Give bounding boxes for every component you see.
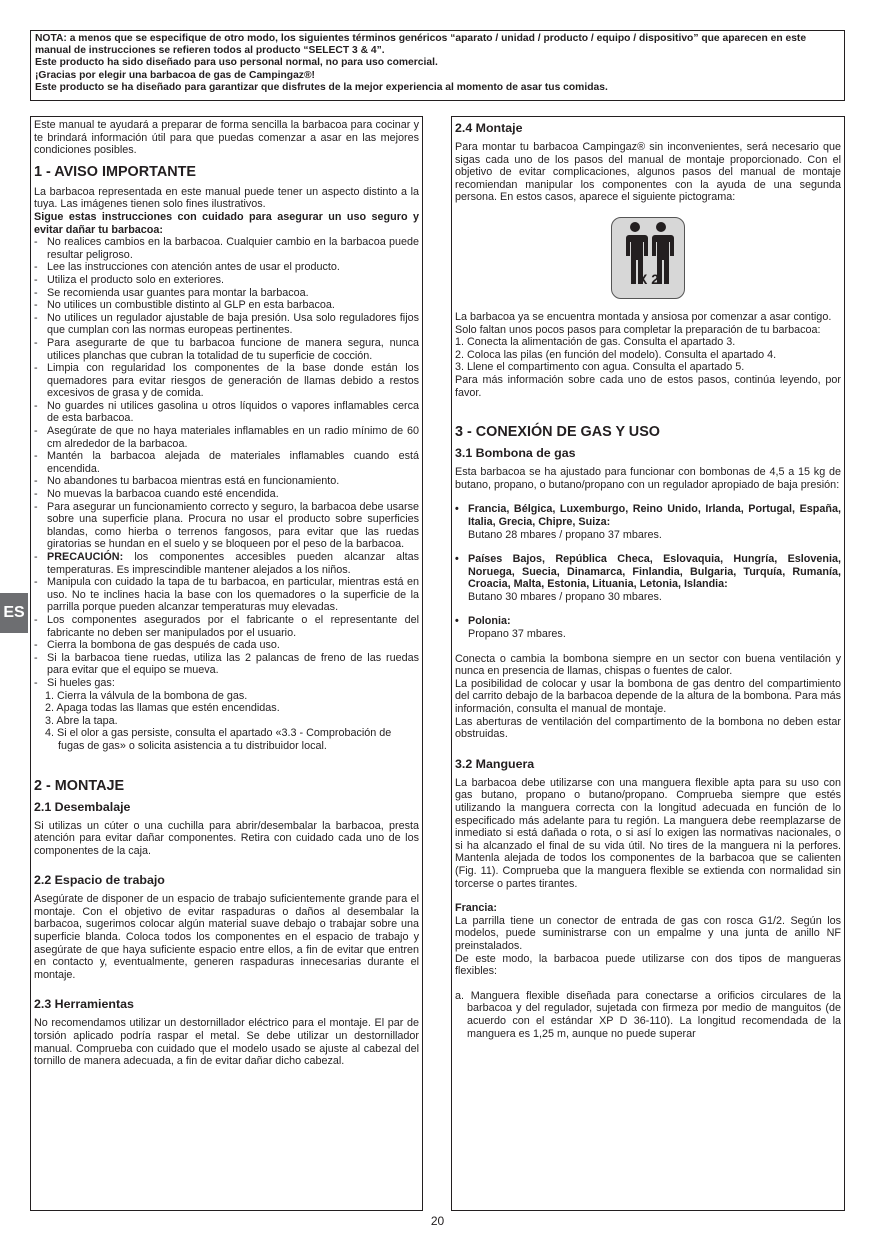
list-item: 4. Si el olor a gas persiste, consulta el apartado «3.3 - Comprobación de fugas de gas» o solicita asistencia a tu distribuidor local. <box>45 727 392 752</box>
list-item: 3. Llene el compartimento con agua. Consulta el apartado 5. <box>455 361 745 374</box>
list-item: - Cierra la bombona de gas después de cada uso. <box>34 639 419 652</box>
list-item: - Si la barbacoa tiene ruedas, utiliza las 2 palancas de freno de las ruedas para evitar que el equipo se mueva. <box>34 652 419 677</box>
list-item: - Lee las instrucciones con atención antes de usar el producto. <box>34 261 419 274</box>
list-item: - Se recomienda usar guantes para montar la barbacoa. <box>34 287 419 300</box>
section-2-2-title: 2.2 Espacio de trabajo <box>34 873 165 888</box>
nota-line-1: NOTA: a menos que se especifique de otro modo, los siguientes términos genéricos “aparato / unidad / producto / equipo / dispositivo” que aparecen en este manual de instrucciones se refieren todos al producto “SELECT 3 & 4”. <box>35 33 807 57</box>
two-person-pictogram <box>611 217 685 299</box>
list-item: 2. Apaga todas las llamas que estén encendidas. <box>45 702 280 715</box>
francia-paragraph-1: La parrilla tiene un conector de entrada de gas con rosca G1/2. Según los modelos, puede suministrarse con un empalme y una junta de anillo NF preinstalados. <box>455 914 841 952</box>
ventilation-openings-text: Las aberturas de ventilación del compartimento de la bombona no deben estar obstruidas. <box>455 715 841 741</box>
section-2-1-title: 2.1 Desembalaje <box>34 799 131 814</box>
more-info-text: Para más información sobre cada uno de estos pasos, continúa leyendo, por favor. <box>455 373 841 399</box>
section-2-3-title: 2.3 Herramientas <box>34 997 134 1012</box>
precaution-text: los componentes accesibles pueden alcanzar altas temperaturas. Es imprescindible mantener alejados a los niños. <box>47 551 419 576</box>
left-column <box>30 116 423 1211</box>
right-column <box>451 116 845 1211</box>
nota-box <box>30 30 845 101</box>
list-item: - No abandones tu barbacoa mientras está en funcionamiento. <box>34 475 419 488</box>
section-1-paragraph: La barbacoa representada en este manual puede tener un aspecto distinto a la tuya. Las imágenes tienen solo fines ilustrativos. <box>34 185 419 211</box>
gas-smell-steps <box>34 690 419 753</box>
list-item: - Asegúrate de que no haya materiales inflamables en un radio mínimo de 60 cm alrededor de la barbacoa. <box>34 425 419 450</box>
list-item: - No realices cambios en la barbacoa. Cualquier cambio en la barbacoa puede resultar peligroso. <box>34 236 419 261</box>
list-item: a. Manguera flexible diseñada para conectarse a orificios circulares de la barbacoa y del regulador, sujetada con firmeza por medio de manguitos (de acuerdo con el estándar XP D 36-110). La longitud recomendada de la manguera es 1,25 m, aunque no puede superar <box>455 989 841 1040</box>
hose-types-list <box>455 990 841 1040</box>
precaution-label: PRECAUCIÓN: <box>47 551 124 563</box>
list-item: - Mantén la barbacoa alejada de materiales inflamables cuando está encendida. <box>34 450 419 475</box>
section-2-2-text: Asegúrate de disponer de un espacio de trabajo suficientemente grande para el montaje. Con el objetivo de evitar raspaduras o daños al desembalar la barbacoa, sugerimos colocar algún material suave debajo o trabajar sobre una superficie blanda. Coloca todos los componentes en el espacio de trabajo y asegúrate de que haya suficiente espacio entre ellos, a fin de evitar que entren en contacto y, eventualmente, generen raspaduras innecesarias durante el montaje. <box>34 893 419 981</box>
pictogram-label: X 2 <box>638 270 660 287</box>
pressure-value: Propano 37 mbares. <box>468 628 566 641</box>
list-item: - No muevas la barbacoa cuando esté encendida. <box>34 488 419 501</box>
francia-paragraph-2: De este modo, la barbacoa puede utilizarse con dos tipos de mangueras flexibles: <box>455 952 841 978</box>
section-3-1-title: 3.1 Bombona de gas <box>455 446 576 461</box>
section-3-1-text: Esta barbacoa se ha ajustado para funcionar con bombonas de 4,5 a 15 kg de butano, propano, o butano/propano con un regulador apropiado de baja presión: <box>455 466 841 491</box>
section-2-1-text: Si utilizas un cúter o una cuchilla para abrir/desembalar la barbacoa, presta atención para evitar dañar componentes. Retira con cuidado cada uno de los componentes de la caja. <box>34 819 419 857</box>
section-1-bold-instruction: Sigue estas instrucciones con cuidado para asegurar un uso seguro y evitar dañar tu barbacoa: <box>34 210 419 236</box>
list-item <box>455 553 841 615</box>
country-names: • Países Bajos, República Checa, Eslovaquia, Hungría, Eslovenia, Noruega, Suecia, Dinamarca, Finlandia, Bulgaria, Turquía, Rumanía, Croacia, Malta, Estonia, Lituania, Letonia, Islandia: <box>468 553 841 591</box>
section-3-title: 3 - CONEXIÓN DE GAS Y USO <box>455 424 660 441</box>
list-item: - No utilices un combustible distinto al GLP en esta barbacoa. <box>34 299 419 312</box>
section-2-title: 2 - MONTAJE <box>34 777 125 794</box>
nota-line-4: Este producto se ha diseñado para garantizar que disfrutes de la mejor experiencia al momento de asar tus comidas. <box>35 81 608 93</box>
list-item: - Los componentes asegurados por el fabricante o el representante del fabricante no deben ser manipulados por el usuario. <box>34 614 419 639</box>
list-item: 3. Abre la tapa. <box>45 714 118 727</box>
list-item: - Limpia con regularidad los componentes de la base donde están los quemadores para evitar riesgos de generación de llamas debido a restos excesivos de grasa y de comida. <box>34 362 419 400</box>
list-item <box>455 615 841 640</box>
nota-line-3: ¡Gracias por elegir una barbacoa de gas de Campingaz®! <box>35 69 315 81</box>
warnings-list <box>34 236 419 689</box>
list-item: - No guardes ni utilices gasolina u otros líquidos o vapores inflamables cerca de esta barbacoa. <box>34 400 419 425</box>
list-item <box>455 503 841 553</box>
section-2-4-text: Para montar tu barbacoa Campingaz® sin inconvenientes, será necesario que sigas cada uno de los pasos del manual de montaje proporcionado. Con el objetivo de evitar complicaciones, algunos pasos del manual de montaje recomiendan manipular los componentes con la ayuda de una segunda persona. En estos casos, aparece el siguiente pictograma: <box>455 141 841 204</box>
section-2-3-text: No recomendamos utilizar un destornillador eléctrico para el montaje. El par de torsión aplicado podría raspar el metal. Se debe utilizar un destornillador manual. Comprueba con cuidado que el modelo usado se ajuste al cabezal del tornillo de manera adecuada, a fin de evitar dañar dicho cabezal. <box>34 1017 419 1068</box>
ventilation-text: Conecta o cambia la bombona siempre en un sector con buena ventilación y nunca en presencia de llamas, chispas o fuentes de calor. <box>455 652 841 678</box>
country-names: • Polonia: <box>468 615 511 628</box>
section-3-2-title: 3.2 Manguera <box>455 756 535 771</box>
precaution-item <box>34 551 419 576</box>
pressure-value: Butano 30 mbares / propano 30 mbares. <box>468 590 662 603</box>
country-names: • Francia, Bélgica, Luxemburgo, Reino Unido, Irlanda, Portugal, España, Italia, Grecia, Chipre, Suiza: <box>468 503 841 528</box>
list-item: - Utiliza el producto solo en exteriores. <box>34 274 419 287</box>
list-item: - Si hueles gas: <box>34 677 419 690</box>
cylinder-compartment-text: La posibilidad de colocar y usar la bombona de gas dentro del compartimiento del carrito debajo de la barbacoa depende de la altura de la bombona. Para más información, consulta el manual de montaje. <box>455 677 841 716</box>
list-item: - No utilices un regulador ajustable de baja presión. Usa solo reguladores fijos que cumplan con las normas europeas pertinentes. <box>34 312 419 337</box>
section-1-title: 1 - AVISO IMPORTANTE <box>34 163 197 180</box>
intro-paragraph: Este manual te ayudará a preparar de forma sencilla la barbacoa para cocinar y te brindará información útil para que puedas comenzar a asar en las mejores condiciones posibles. <box>34 119 419 157</box>
list-item: - Para asegurarte de que tu barbacoa funcione de manera segura, nunca utilices planchas que cubran la totalidad de tu superficie de cocción. <box>34 337 419 362</box>
assembled-text: La barbacoa ya se encuentra montada y ansiosa por comenzar a asar contigo. <box>455 310 832 323</box>
section-2-4-title: 2.4 Montaje <box>455 121 523 135</box>
francia-label: Francia: <box>455 902 498 915</box>
remaining-steps-intro: Solo faltan unos pocos pasos para completar la preparación de tu barbacoa: <box>455 323 821 336</box>
list-item: 1. Cierra la válvula de la bombona de gas. <box>45 689 248 702</box>
country-pressure-list <box>455 503 841 640</box>
list-item: - Para asegurar un funcionamiento correcto y seguro, la barbacoa debe usarse sobre una superficie plana. Procura no usar el producto sobre superficies blandas, como hierba o terrenos fangosos, para evitar que las ruedas giratorias se hundan en el suelo y se bloqueen por el peso de la barbacoa. <box>34 501 419 551</box>
section-3-2-text: La barbacoa debe utilizarse con una manguera flexible apta para su uso con gas butano, propano o butano/propano. Comprueba siempre que estés utilizando la manguera correcta con la longitud adecuada en función de lo especificado más adelante para tu región. La manguera debe reemplazarse de inmediato si está dañada o rota, o si así lo exigen las normativas nacionales, o si ha alcanzado el final de su vida útil. No tires de la manguera ni la perfores. Mantenla alejada de todos los componentes de la barbacoa que se calienten (Fig. 11). Comprueba que la manguera flexible se extienda con normalidad sin torcerse o partes tirantes. <box>455 776 841 890</box>
language-tab: ES <box>0 593 28 633</box>
pressure-value: Butano 28 mbares / propano 37 mbares. <box>468 528 662 541</box>
list-item: 2. Coloca las pilas (en función del modelo). Consulta el apartado 4. <box>455 348 777 361</box>
list-item: 1. Conecta la alimentación de gas. Consulta el apartado 3. <box>455 336 736 349</box>
nota-line-2: Este producto ha sido diseñado para uso personal normal, no para uso comercial. <box>35 57 438 69</box>
list-item: - Manipula con cuidado la tapa de tu barbacoa, en particular, mientras está en uso. No te inclines hacia la base con los quemadores o la superficie de la parrilla porque pueden alcanzar temperaturas muy elevadas. <box>34 576 419 614</box>
page-number: 20 <box>430 1214 445 1228</box>
